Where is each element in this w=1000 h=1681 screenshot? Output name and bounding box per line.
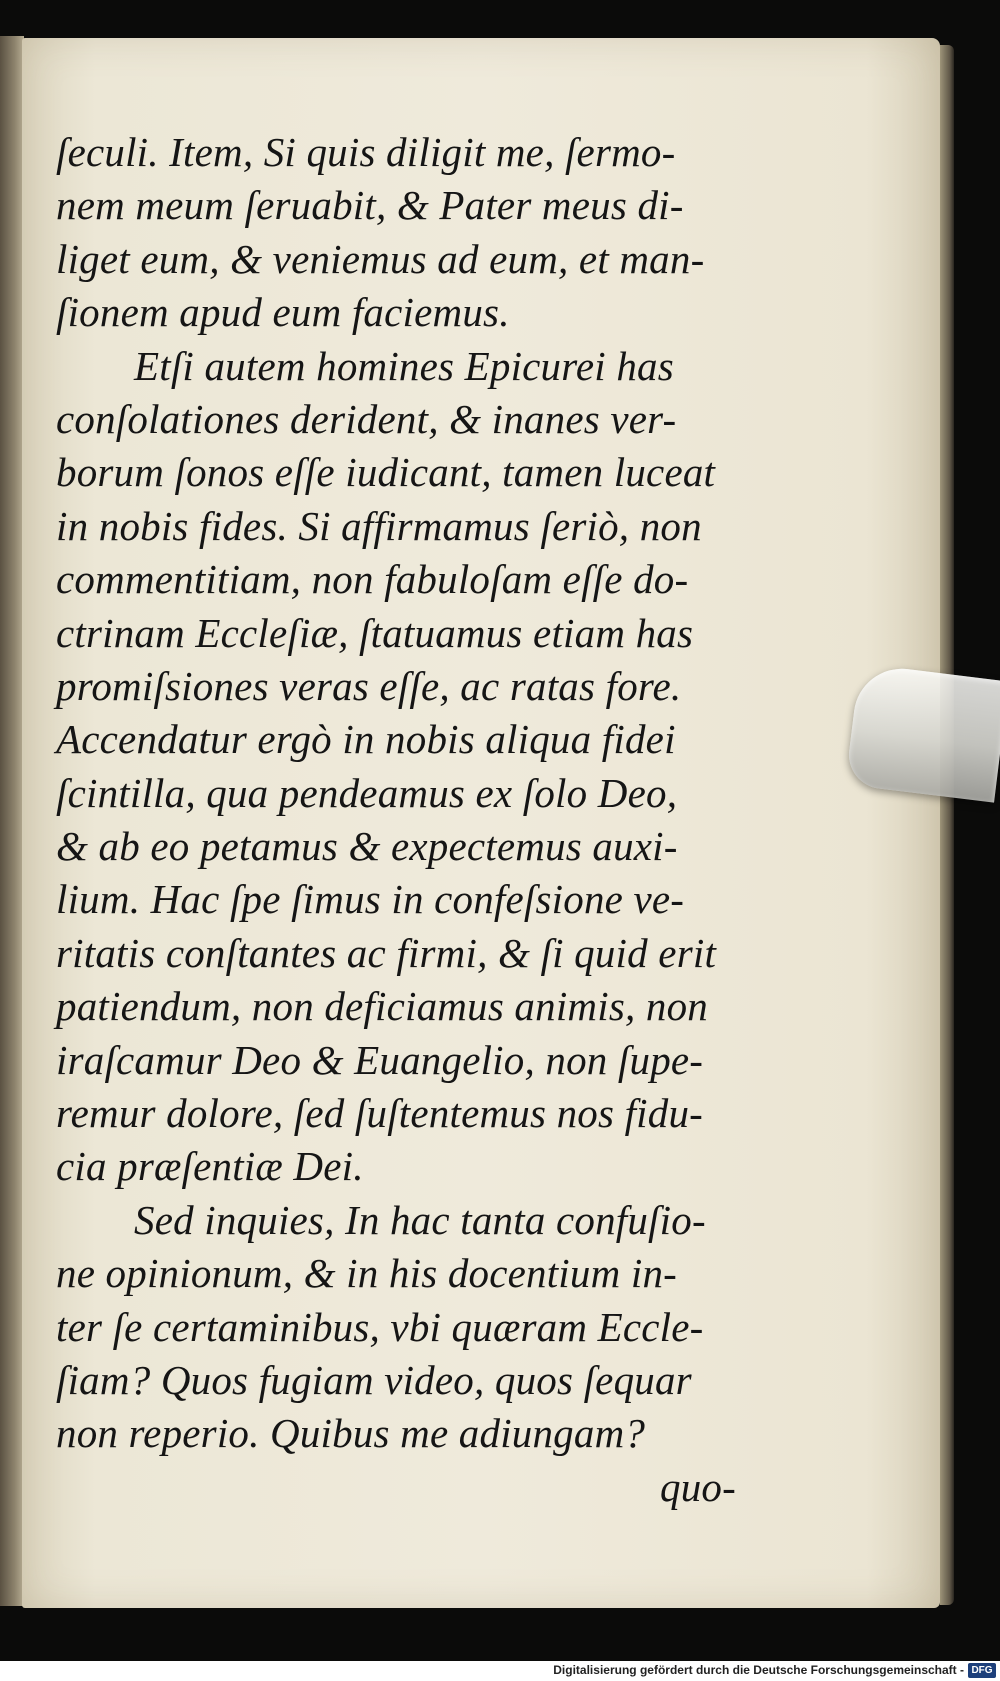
text-line: patiendum, non deficiamus animis, non <box>56 983 708 1030</box>
text-line: remur dolore, ſed ſuſtentemus nos fidu- <box>56 1090 704 1137</box>
text-line: Accendatur ergò in nobis aliqua fidei <box>56 716 676 763</box>
text-line: nem meum ſeruabit, & Pater meus di- <box>56 182 684 229</box>
text-line: promiſsiones veras eſſe, ac ratas fore. <box>56 662 682 709</box>
text-line: cia præſentiæ Dei. <box>56 1143 364 1190</box>
text-line: ſionem apud eum faciemus. <box>56 289 510 336</box>
text-line: conſolationes derident, & inanes ver- <box>56 395 677 442</box>
text-line: Sed inquies, In hac tanta confuſio- <box>134 1196 706 1243</box>
footer-credit: Digitalisierung gefördert durch die Deutsche Forschungsgemeinschaft - <box>553 1663 964 1677</box>
text-line: liget eum, & veniemus ad eum, et man- <box>56 235 705 282</box>
text-line: lium. Hac ſpe ſimus in confeſsione ve- <box>56 876 685 923</box>
text-line: & ab eo petamus & expectemus auxi- <box>56 823 678 870</box>
text-line: ctrinam Eccleſiæ, ſtatuamus etiam has <box>56 609 694 656</box>
text-line: ritatis conſtantes ac firmi, & ſi quid erit <box>56 929 717 976</box>
text-line: ſiam? Quos fugiam video, quos ſequar <box>56 1356 692 1403</box>
text-line: ne opinionum, & in his docentium in- <box>56 1250 677 1297</box>
text-line: ſcintilla, qua pendeamus ex ſolo Deo, <box>56 769 678 816</box>
page-edge <box>940 45 954 1605</box>
text-line: non reperio. Quibus me adiungam? <box>56 1410 646 1457</box>
text-line: ter ſe certaminibus, vbi quæram Eccle- <box>56 1303 704 1350</box>
text-line: Etſi autem homines Epicurei has <box>134 342 674 389</box>
page-body-text <box>56 126 736 1514</box>
page-clip <box>845 663 1000 802</box>
catchword: quo- <box>660 1463 736 1510</box>
dfg-logo: DFG <box>968 1663 996 1678</box>
text-line: borum ſonos eſſe iudicant, tamen luceat <box>56 449 716 496</box>
text-line: in nobis fides. Si affirmamus ſeriò, non <box>56 502 702 549</box>
book-spine-strip <box>0 36 24 1606</box>
text-line: iraſcamur Deo & Euangelio, non ſupe- <box>56 1036 704 1083</box>
text-line: ſeculi. Item, Si quis diligit me, ſermo- <box>56 129 676 175</box>
text-line: commentitiam, non fabuloſam eſſe do- <box>56 556 689 603</box>
